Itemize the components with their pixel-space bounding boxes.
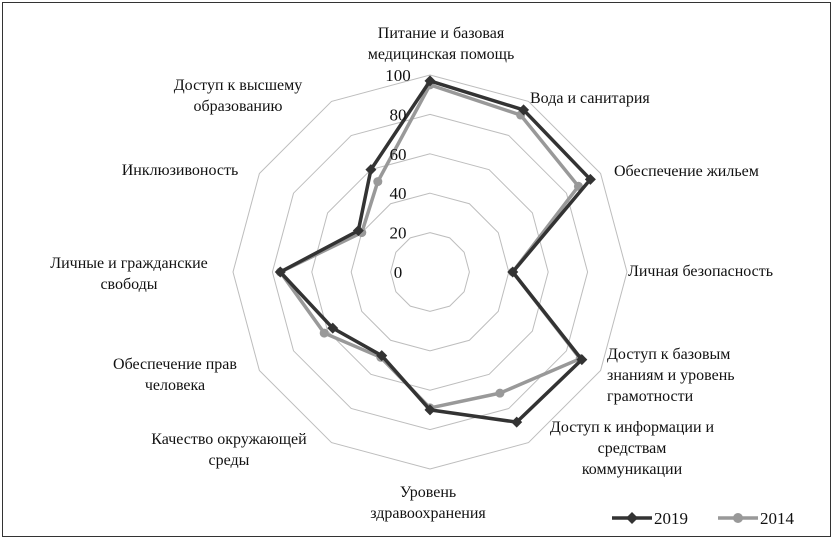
category-label-8: Обеспечение прав человека <box>113 356 237 394</box>
tick-label-100: 100 <box>385 66 411 85</box>
category-label-6: Уровень здравоохранения <box>370 484 486 522</box>
tick-label-0: 0 <box>393 263 403 282</box>
legend-item-2014 <box>718 509 795 528</box>
point-2014-5 <box>495 389 504 398</box>
category-label-10: Инклюзивоность <box>121 162 239 179</box>
category-label-1: Вода и санитария <box>530 90 650 107</box>
category-label-5: Доступ к информации и средствам коммуникации <box>549 419 715 478</box>
series-line-2019 <box>280 81 590 422</box>
legend-label-2019: 2019 <box>654 509 688 528</box>
legend-item-2019 <box>612 509 688 528</box>
tick-label-80: 80 <box>389 105 407 125</box>
tick-label-20: 20 <box>389 223 407 243</box>
category-label-4: Доступ к базовым знаниям и уровень грамотности <box>607 346 735 405</box>
category-label-3: Личная безопасность <box>628 263 774 280</box>
category-label-0: Питание и базовая медицинская помощь <box>367 25 515 63</box>
category-label-11: Доступ к высшему образованию <box>173 77 303 115</box>
legend-marker-2019 <box>626 512 638 524</box>
category-labels <box>50 25 773 522</box>
legend-label-2014: 2014 <box>760 509 794 528</box>
series-2014 <box>276 80 585 412</box>
point-2014-8 <box>320 329 329 338</box>
category-label-2: Обеспечение жильем <box>614 163 759 180</box>
grid-ring-20 <box>391 233 470 312</box>
category-label-7: Качество окружающей среды <box>151 431 307 469</box>
tick-label-40: 40 <box>389 184 407 204</box>
grid-ring-40 <box>351 193 509 351</box>
category-label-9: Личные и гражданские свободы <box>50 255 208 293</box>
legend-marker-2014 <box>733 513 743 523</box>
grid-ring-80 <box>272 114 587 429</box>
tick-label-60: 60 <box>389 144 407 164</box>
series-layer <box>275 75 596 427</box>
point-2014-11 <box>373 177 382 186</box>
legend <box>612 509 795 528</box>
